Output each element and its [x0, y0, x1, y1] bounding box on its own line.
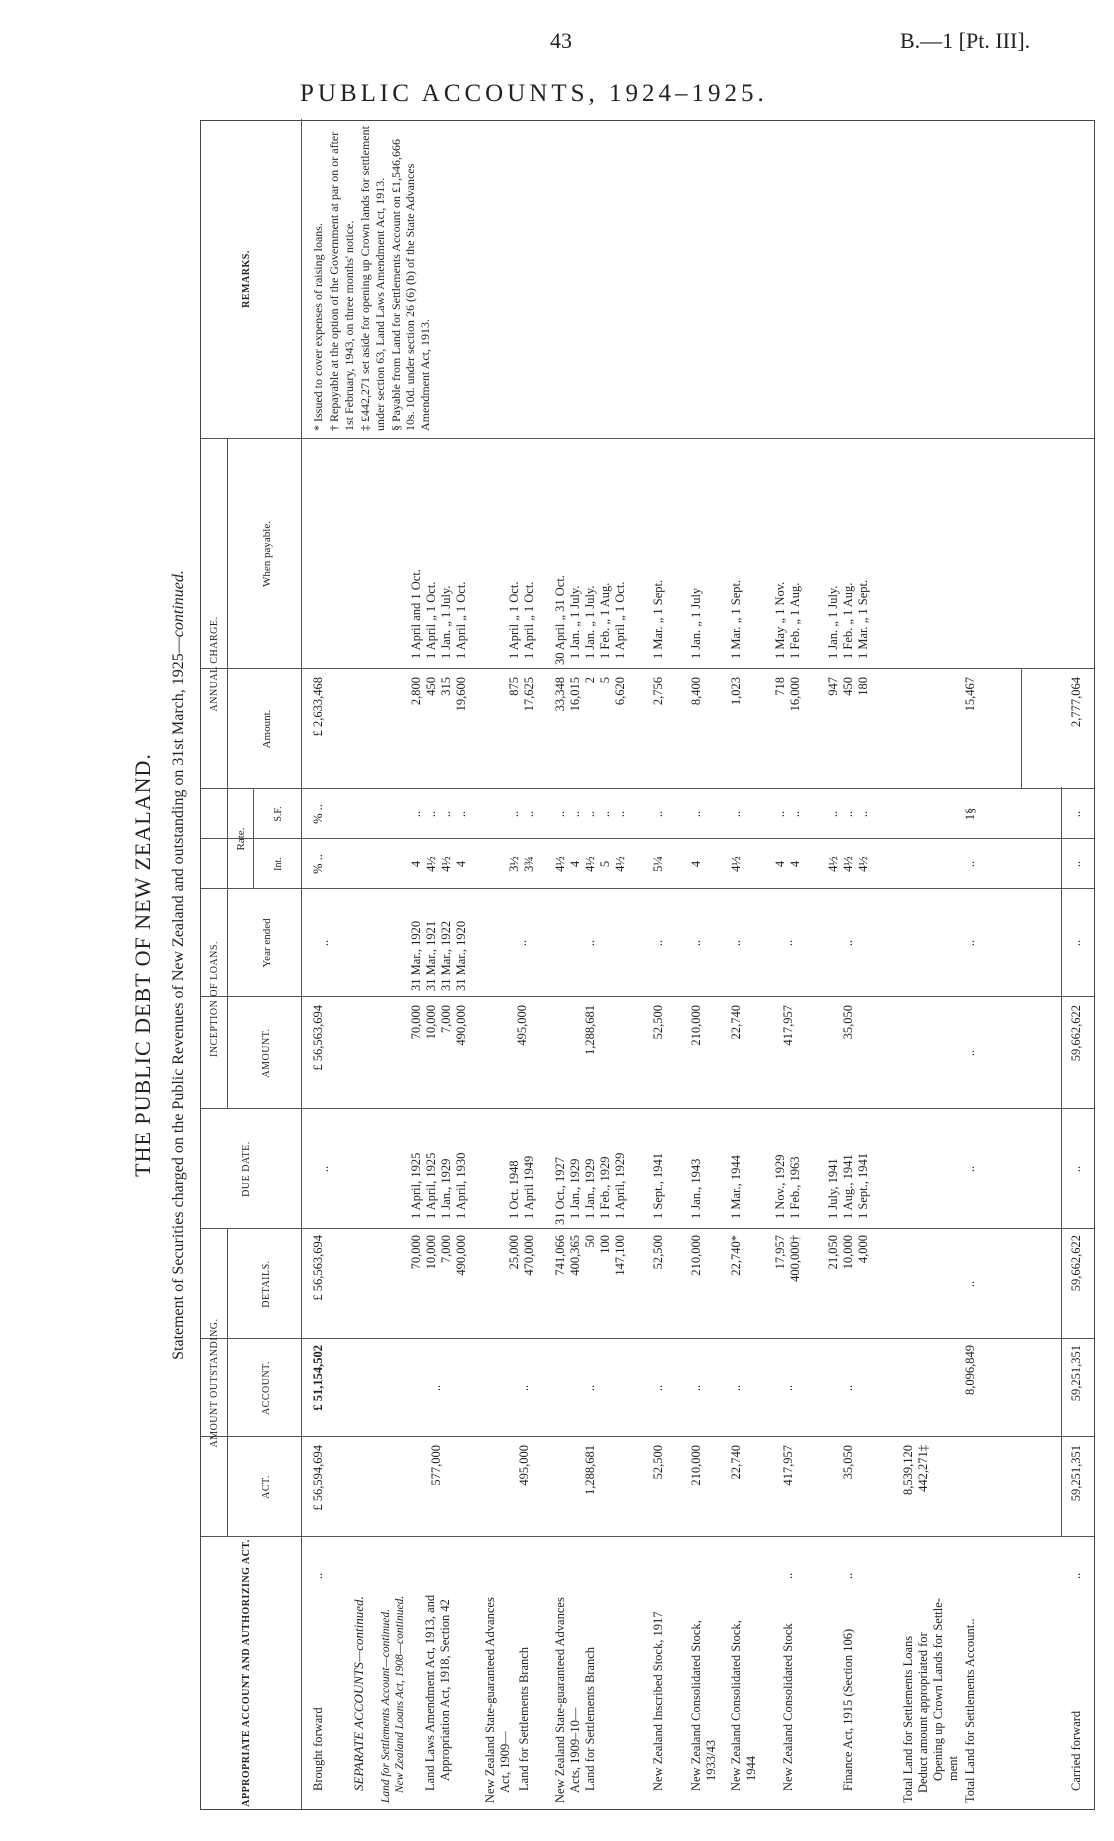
sga0910-int-2: 4	[568, 860, 582, 868]
sga0910-details-2: 400,365	[568, 1235, 582, 1276]
consol4143-due: 1 Jan., 1943	[689, 1158, 703, 1219]
consol-sf-1: ..	[773, 810, 787, 818]
llaa-ac-3: 315	[439, 677, 453, 696]
llaa-details-4: 490,000	[454, 1235, 468, 1276]
running-title: PUBLIC ACCOUNTS, 1924–1925.	[300, 80, 768, 107]
totals-details: ..	[963, 1280, 977, 1288]
totals-year: ..	[963, 939, 977, 947]
llaa-due-4: 1 April, 1930	[454, 1152, 468, 1219]
llaa-int-1: 4	[409, 860, 423, 868]
col-header-when-payable: When payable.	[261, 521, 273, 587]
sga0910-when-5: 1 April „ 1 Oct.	[613, 581, 627, 659]
totals-inc: ..	[963, 1049, 977, 1057]
row-sga0910-label3: Land for Settlements Branch	[583, 1646, 597, 1791]
finance-int-1: 4½	[826, 856, 840, 872]
consol4143-sf: ..	[689, 810, 703, 818]
consol-int-1: 4	[773, 860, 787, 868]
consol-when-2: 1 Feb. „ 1 Aug.	[788, 582, 802, 659]
total-loans-value: 8,539,120	[901, 1445, 915, 1495]
sga0910-details-4: 100	[598, 1235, 612, 1254]
sga0910-int-4: 5	[598, 860, 612, 868]
sga0910-sf-3: ..	[583, 810, 597, 818]
row-sga1909-label1: New Zealand State-guaranteed Advances	[483, 1597, 497, 1803]
debt-table	[200, 120, 1095, 1810]
brought-inception: £ 56,563,694	[311, 1005, 325, 1071]
finance-details-2: 10,000	[841, 1235, 855, 1270]
totals-ac: 15,467	[963, 677, 977, 712]
consol-act: 417,957	[781, 1445, 795, 1486]
llaa-inc-1: 70,000	[409, 1005, 423, 1040]
llaa-year-2: 31 Mar., 1921	[424, 920, 438, 991]
carried-int: ..	[1069, 860, 1083, 868]
col-header-act-amount: ACT.	[261, 1475, 272, 1499]
inscribed-sf: ..	[651, 810, 665, 818]
sga1909-int-1: 3½	[507, 856, 521, 872]
sga0910-sf-5: ..	[613, 810, 627, 818]
finance-year: ..	[841, 939, 855, 947]
col-header-sf: S.F.	[273, 806, 284, 822]
consol44-due: 1 Mar., 1944	[729, 1155, 743, 1219]
sga0910-act: 1,288,681	[583, 1445, 597, 1495]
row-finance-label: Finance Act, 1915 (Section 106)	[841, 1628, 855, 1791]
llaa-ac-4: 19,600	[454, 677, 468, 712]
consol4143-when: 1 Jan. „ 1 July	[689, 587, 703, 659]
llaa-sf-4: ..	[454, 810, 468, 818]
llaa-account: ..	[429, 1384, 443, 1392]
brought-year: ..	[317, 939, 331, 947]
remark-3: ‡ £442,271 set aside for opening up Crown lands for settlement under section 63, Land Laws Amendment Act, 1913.	[358, 126, 387, 431]
col-header-year-ended: Year ended	[261, 918, 273, 968]
col-header-annual-amount: Amount.	[261, 709, 273, 749]
row-sga0910-label1: New Zealand State-guaranteed Advances	[553, 1597, 567, 1803]
inscribed-details: 52,500	[651, 1235, 665, 1270]
consol4143-ac: 8,400	[689, 677, 703, 706]
carried-account: 59,251,351	[1069, 1345, 1083, 1402]
consol44-account: ..	[729, 1384, 743, 1392]
page-subtitle: Statement of Securities charged on the Public Revenues of New Zealand and outstanding on 31st March, 1925—continued.	[170, 570, 187, 1360]
sga0910-when-1: 30 April „ 31 Oct.	[553, 575, 567, 665]
consol44-when: 1 Mar. „ 1 Sept.	[729, 579, 743, 659]
inscribed-int: 5¼	[651, 856, 665, 872]
finance-when-2: 1 Feb. „ 1 Aug.	[841, 582, 855, 659]
finance-ac-2: 450	[841, 677, 855, 696]
llaa-ac-2: 450	[424, 677, 438, 696]
row-llaa-label2: Appropriation Act, 1918, Section 42	[438, 1599, 452, 1781]
consol-due-2: 1 Feb., 1963	[788, 1156, 802, 1219]
dots: ..	[311, 1572, 325, 1579]
consol44-sf: ..	[729, 810, 743, 818]
sga0910-due-2: 1 Jan., 1929	[568, 1158, 582, 1219]
llaa-int-3: 4½	[439, 856, 453, 872]
carried-sf: ..	[1069, 810, 1083, 818]
col-header-remarks: REMARKS.	[241, 250, 252, 308]
llaa-sf-1: ..	[409, 810, 423, 818]
llaa-sf-3: ..	[439, 810, 453, 818]
sga0910-when-2: 1 Jan. „ 1 July.	[568, 585, 582, 659]
consol4143-year: ..	[689, 939, 703, 947]
col-header-details: DETAILS.	[261, 1260, 272, 1308]
llaa-when-4: 1 April „ 1 Oct.	[454, 581, 468, 659]
total-lfs-account-label: Total Land for Settlements Account..	[963, 1618, 977, 1803]
finance-due-3: 1 Sept., 1941	[856, 1153, 870, 1219]
consol44-int: 4½	[729, 856, 743, 872]
col-header-rate: Rate.	[235, 827, 247, 851]
llaa-act: 577,000	[429, 1445, 443, 1486]
sga0910-int-3: 4½	[583, 856, 597, 872]
finance-inc: 35,050	[841, 1005, 855, 1040]
dots: ..	[841, 1572, 855, 1579]
sga1909-due-2: 1 April 1949	[522, 1155, 536, 1219]
finance-details-3: 4,000	[856, 1235, 870, 1264]
consol44-details: 22,740*	[729, 1235, 743, 1276]
llaa-inc-3: 7,000	[439, 1005, 453, 1034]
col-header-due-date: DUE DATE.	[241, 1141, 252, 1197]
consol4143-account: ..	[689, 1384, 703, 1392]
finance-int-2: 4½	[841, 856, 855, 872]
sga0910-due-5: 1 April, 1929	[613, 1152, 627, 1219]
sga0910-year: ..	[583, 939, 597, 947]
row-consol44-label2: 1944	[744, 1756, 758, 1781]
sga0910-sf-2: ..	[568, 810, 582, 818]
sga0910-sf-1: ..	[553, 810, 567, 818]
finance-details-1: 21,050	[826, 1235, 840, 1270]
total-account-value: 8,096,849	[963, 1345, 977, 1395]
llaa-year-3: 31 Mar., 1922	[439, 920, 453, 991]
row-consol-label: New Zealand Consolidated Stock	[781, 1623, 795, 1791]
carried-due: ..	[1069, 1165, 1083, 1173]
total-lfs-loans-label: Total Land for Settlements Loans	[901, 1635, 915, 1803]
sga0910-ac-3: 2	[583, 677, 597, 684]
section-separate-accounts: SEPARATE ACCOUNTS—continued.	[351, 1596, 366, 1791]
totals-int: ..	[963, 860, 977, 868]
inscribed-inc: 52,500	[651, 1005, 665, 1040]
sga1909-int-2: 3¾	[522, 856, 536, 872]
row-consol4143-label2: 1933/43	[704, 1740, 718, 1781]
sga1909-ac-2: 17,625	[522, 677, 536, 712]
inscribed-act: 52,500	[651, 1445, 665, 1480]
llaa-inc-2: 10,000	[424, 1005, 438, 1040]
finance-when-3: 1 Mar. „ 1 Sept.	[856, 579, 870, 659]
carried-inc: 59,662,622	[1069, 1005, 1083, 1062]
sga0910-ac-5: 6,620	[613, 677, 627, 706]
carried-details: 59,662,622	[1069, 1235, 1083, 1292]
remark-1: * Issued to cover expenses of raising loans.	[311, 223, 325, 431]
inscribed-due: 1 Sept., 1941	[651, 1153, 665, 1219]
page-title: THE PUBLIC DEBT OF NEW ZEALAND.	[130, 753, 155, 1177]
dots: ..	[1069, 1572, 1083, 1579]
sga1909-due-1: 1 Oct. 1948	[507, 1160, 521, 1219]
llaa-details-2: 10,000	[424, 1235, 438, 1270]
llaa-inc-4: 490,000	[454, 1005, 468, 1046]
sga1909-details-1: 25,000	[507, 1235, 521, 1270]
sga0910-due-1: 31 Oct., 1927	[553, 1156, 567, 1225]
finance-ac-3: 180	[856, 677, 870, 696]
finance-when-1: 1 Jan. „ 1 July.	[826, 585, 840, 659]
finance-due-2: 1 Aug., 1941	[841, 1154, 855, 1219]
sga1909-inc: 495,000	[515, 1005, 529, 1046]
col-header-amount-outstanding: AMOUNT OUTSTANDING.	[209, 1318, 220, 1448]
brought-int: % ..	[311, 854, 325, 874]
brought-details: £ 56,563,694	[311, 1235, 325, 1301]
consol44-year: ..	[729, 939, 743, 947]
consol-ac-1: 718	[773, 677, 787, 696]
sga0910-inc: 1,288,681	[583, 1005, 597, 1055]
section-nz-loans-act: New Zealand Loans Act, 1908—continued.	[394, 1595, 406, 1793]
carried-year: ..	[1069, 939, 1083, 947]
col-header-inception: INCEPTION OF LOANS.	[209, 941, 220, 1057]
llaa-when-1: 1 April and 1 Oct.	[409, 569, 423, 659]
llaa-ac-1: 2,800	[409, 677, 423, 706]
brought-sf: % ..	[311, 804, 325, 824]
llaa-year-4: 31 Mar., 1920	[454, 920, 468, 991]
row-consol4143-label1: New Zealand Consolidated Stock,	[689, 1620, 703, 1791]
sga0910-details-5: 147,100	[613, 1235, 627, 1276]
remarks-notes	[311, 126, 434, 431]
row-consol44-label1: New Zealand Consolidated Stock,	[729, 1620, 743, 1791]
col-header-account: ACCOUNT.	[261, 1360, 272, 1416]
sga1909-sf-1: ..	[507, 810, 521, 818]
sga0910-int-1: 4½	[553, 856, 567, 872]
finance-due-1: 1 July, 1941	[826, 1158, 840, 1219]
row-brought-forward-label: Brought forward	[311, 1707, 325, 1791]
consol44-ac: 1,023	[729, 677, 743, 706]
sga1909-sf-2: ..	[522, 810, 536, 818]
consol-account: ..	[781, 1384, 795, 1392]
col-header-annual-charge: ANNUAL CHARGE.	[209, 616, 220, 712]
llaa-due-3: 1 Jan., 1929	[439, 1158, 453, 1219]
finance-sf-3: ..	[856, 810, 870, 818]
consol-when-1: 1 May „ 1 Nov.	[773, 581, 787, 659]
llaa-due-1: 1 April, 1925	[409, 1152, 423, 1219]
consol-inc: 417,957	[781, 1005, 795, 1046]
sga0910-details-1: 741,066	[553, 1235, 567, 1276]
deduct-label-2: Opening up Crown Lands for Settle-	[931, 1598, 945, 1781]
llaa-sf-2: ..	[424, 810, 438, 818]
llaa-details-1: 70,000	[409, 1235, 423, 1270]
inscribed-ac: 2,756	[651, 677, 665, 706]
llaa-when-2: 1 April „ 1 Oct.	[424, 581, 438, 659]
sga0910-ac-1: 33,348	[553, 677, 567, 712]
llaa-due-2: 1 April, 1925	[424, 1152, 438, 1219]
page-number: 43	[550, 28, 572, 53]
consol-details-1: 17,957	[773, 1235, 787, 1270]
consol44-act: 22,740	[729, 1445, 743, 1480]
sga0910-sf-4: ..	[598, 810, 612, 818]
consol4143-act: 210,000	[689, 1445, 703, 1486]
consol4143-inc: 210,000	[689, 1005, 703, 1046]
sga0910-when-4: 1 Feb. „ 1 Aug.	[598, 582, 612, 659]
llaa-year-1: 31 Mar., 1920	[409, 920, 423, 991]
finance-ac-1: 947	[826, 677, 840, 696]
sga1909-when-2: 1 April „ 1 Oct.	[522, 581, 536, 659]
finance-account: ..	[841, 1384, 855, 1392]
consol4143-int: 4	[689, 860, 703, 868]
sga1909-details-2: 470,000	[522, 1235, 536, 1276]
consol4143-details: 210,000	[689, 1235, 703, 1276]
document-reference: B.—1 [Pt. III].	[900, 28, 1031, 53]
llaa-int-2: 4½	[424, 856, 438, 872]
remark-2: † Repayable at the option of the Government at par on or after 1st February, 1943, on three months' notice.	[327, 131, 356, 431]
sga0910-due-3: 1 Jan., 1929	[583, 1158, 597, 1219]
brought-act: £ 56,594,694	[311, 1445, 325, 1511]
row-sga0910-label2: Acts, 1909–10—	[568, 1707, 582, 1793]
row-sga1909-label3: Land for Settlements Branch	[517, 1646, 531, 1791]
row-carried-forward-label: Carried forward	[1069, 1710, 1083, 1791]
inscribed-account: ..	[651, 1384, 665, 1392]
consol-details-2: 400,000†	[788, 1235, 802, 1282]
row-inscribed-label: New Zealand Inscribed Stock, 1917	[651, 1611, 665, 1791]
sga1909-account: ..	[517, 1384, 531, 1392]
inscribed-year: ..	[651, 939, 665, 947]
sga0910-account: ..	[583, 1384, 597, 1392]
consol-due-1: 1 Nov., 1929	[773, 1154, 787, 1219]
remark-4: § Payable from Land for Settlements Account on £1,546,666 10s. 10d. under section 26 (6) (b) of the State Advances Amendment Act, 1913.	[388, 139, 432, 431]
sga1909-ac-1: 875	[507, 677, 521, 696]
consol-ac-2: 16,000	[788, 677, 802, 712]
dots: ..	[781, 1572, 795, 1579]
sga0910-ac-4: 5	[598, 677, 612, 684]
deduct-value: 442,271‡	[916, 1445, 930, 1492]
consol-int-2: 4	[788, 860, 802, 868]
sga0910-due-4: 1 Feb., 1929	[598, 1156, 612, 1219]
sga0910-details-3: 50	[583, 1235, 597, 1248]
section-lfs-account: Land for Settlements Account—continued.	[380, 1609, 392, 1803]
sga0910-int-5: 4½	[613, 856, 627, 872]
sga1909-when-1: 1 April „ 1 Oct.	[507, 581, 521, 659]
carried-ac: 2,777,064	[1069, 677, 1083, 727]
llaa-when-3: 1 Jan. „ 1 July.	[439, 585, 453, 659]
col-header-act: APPROPRIATE ACCOUNT AND AUTHORIZING ACT.	[241, 1539, 252, 1807]
inscribed-when: 1 Mar. „ 1 Sept.	[651, 579, 665, 659]
col-header-inception-amount: AMOUNT.	[261, 1028, 272, 1078]
consol44-inc: 22,740	[729, 1005, 743, 1040]
llaa-details-3: 7,000	[439, 1235, 453, 1264]
row-sga1909-label2: Act, 1909—	[498, 1731, 512, 1793]
brought-account: £ 51,154,502	[311, 1345, 325, 1411]
totals-due: ..	[963, 1165, 977, 1173]
brought-due: ..	[317, 1165, 331, 1173]
rotated-table-block	[130, 120, 1100, 1810]
finance-sf-1: ..	[826, 810, 840, 818]
deduct-label-3: ment	[946, 1756, 960, 1781]
sga1909-act: 495,000	[517, 1445, 531, 1486]
llaa-int-4: 4	[454, 860, 468, 868]
sga1909-year: ..	[515, 939, 529, 947]
sga0910-when-3: 1 Jan. „ 1 July.	[583, 585, 597, 659]
carried-act: 59,251,351	[1069, 1445, 1083, 1502]
finance-act: 35,050	[841, 1445, 855, 1480]
brought-annual: £ 2,633,468	[311, 677, 325, 737]
row-llaa-label1: Land Laws Amendment Act, 1913, and	[423, 1594, 437, 1791]
col-header-int: Int.	[273, 857, 284, 871]
sga0910-ac-2: 16,015	[568, 677, 582, 712]
totals-sf: 1§	[963, 807, 977, 821]
consol-year: ..	[781, 939, 795, 947]
consol-sf-2: ..	[788, 810, 802, 818]
deduct-label: Deduct amount appropriated for	[916, 1632, 930, 1793]
finance-sf-2: ..	[841, 810, 855, 818]
finance-int-3: 4½	[856, 856, 870, 872]
